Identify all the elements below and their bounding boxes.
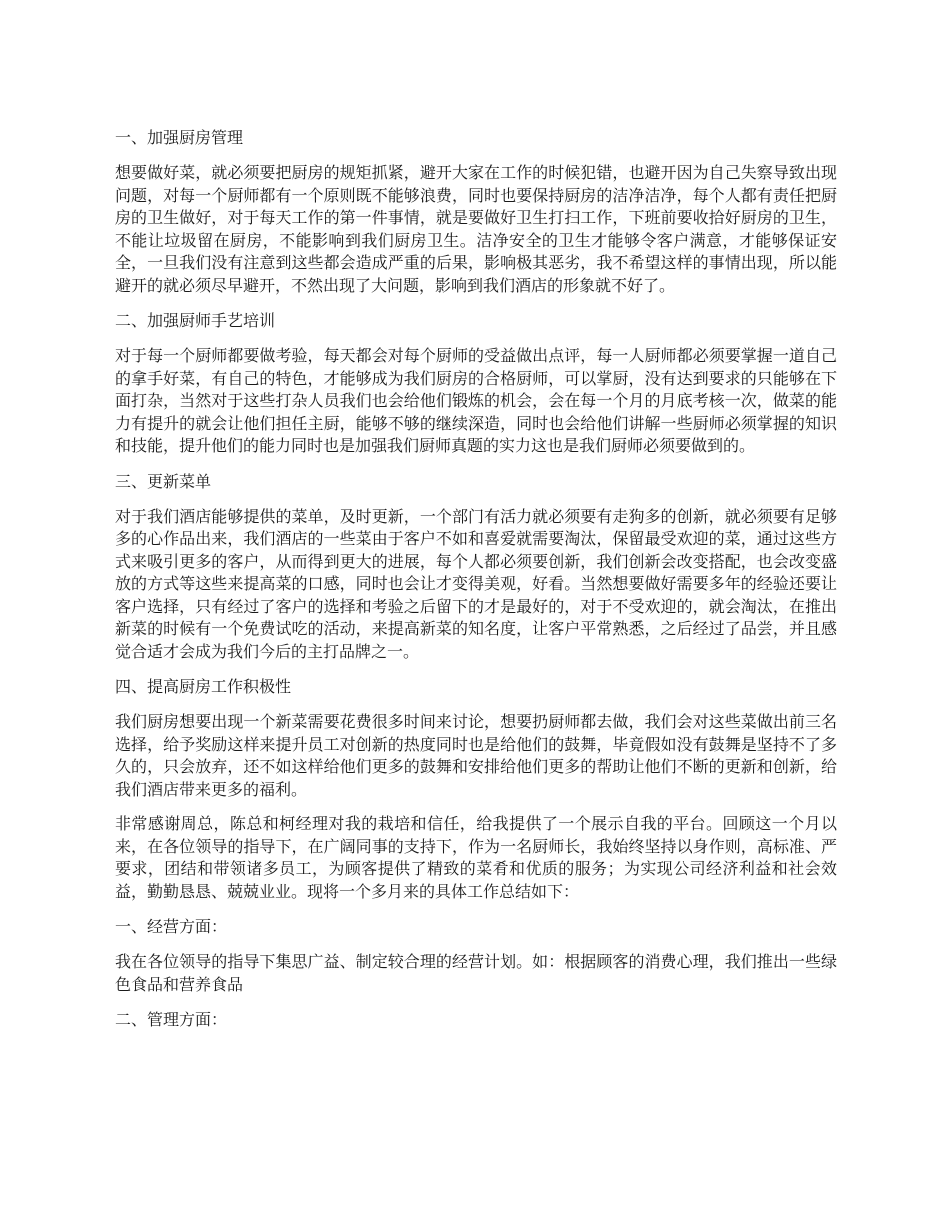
paragraph-thanks-summary: 非常感谢周总，陈总和柯经理对我的栽培和信任，给我提供了一个展示自我的平台。回顾这一个月以来，在各位领导的指导下，在广阔同事的支持下，作为一名厨师长，我始终坚持以身作则，高标准、严要求，团结和带领诸多员工，为顾客提供了精致的菜肴和优质的服务；为实现公司经济利益和社会效益，勤勤恳恳、兢兢业业。现将一个多月来的具体工作总结如下： xyxy=(115,814,837,901)
paragraph-operations: 我在各位领导的指导下集思广益、制定较合理的经营计划。如：根据顾客的消费心理，我们推出一些绿色食品和营养食品 xyxy=(115,952,837,994)
section-heading-operations: 一、经营方面： xyxy=(115,917,228,936)
section-heading-menu-update: 三、更新菜单 xyxy=(115,471,212,491)
paragraph-chef-training: 对于每一个厨师都要做考验，每天都会对每个厨师的受益做出点评，每一人厨师都必须要掌握一道自己的拿手好菜，有自己的特色，才能够成为我们厨房的合格厨师，可以掌厨，没有达到要求的只能够在下面打杂，当然对于这些打杂人员我们也会给他们锻炼的机会，会在每一个月的月底考核一次，做菜的能力有提升的就会让他们担任主厨，能够不够的继续深造，同时也会给他们讲解一些厨师必须掌握的知识和技能，提升他们的能力同时也是加强我们厨师真题的实力这也是我们厨师必须要做到的。 xyxy=(115,346,837,455)
document-page xyxy=(115,126,837,1044)
section-heading-chef-training: 二、加强厨师手艺培训 xyxy=(115,311,276,330)
section-heading-motivation: 四、提高厨房工作积极性 xyxy=(115,677,292,696)
paragraph-kitchen-management: 想要做好菜，就必须要把厨房的规矩抓紧，避开大家在工作的时候犯错，也避开因为自己失察导致出现问题，对每一个厨师都有一个原则既不能够浪费，同时也要保持厨房的洁净洁净，每个人都有责任把厨房的卫生做好，对于每天工作的第一件事情，就是要做好卫生打扫工作，下班前要收拾好厨房的卫生，不能让垃圾留在厨房，不能影响到我们厨房卫生。洁净安全的卫生才能够令客户满意，才能够保证安全，一旦我们没有注意到这些都会造成严重的后果，影响极其恶劣，我不希望这样的事情出现，所以能避开的就必须尽早避开，不然出现了大问题，影响到我们酒店的形象就不好了。 xyxy=(115,163,837,295)
section-heading-management: 二、管理方面： xyxy=(115,1010,228,1029)
paragraph-motivation: 我们厨房想要出现一个新菜需要花费很多时间来讨论，想要扔厨师都去做，我们会对这些菜做出前三名选择，给予奖励这样来提升员工对创新的热度同时也是给他们的鼓舞，毕竟假如没有鼓舞是坚持不了多久的，只会放弃，还不如这样给他们更多的鼓舞和安排给他们更多的帮助让他们不断的更新和创新，给我们酒店带来更多的福利。 xyxy=(115,712,837,799)
section-heading-kitchen-management: 一、加强厨房管理 xyxy=(115,128,244,147)
paragraph-menu-update: 对于我们酒店能够提供的菜单，及时更新，一个部门有活力就必须要有走狗多的创新，就必须要有足够多的心作品出来，我们酒店的一些菜由于客户不如和喜爱就需要淘汰，保留最受欢迎的菜，通过这些方式来吸引更多的客户，从而得到更大的进展，每个人都必须要创新，我们创新会改变搭配，也会改变盛放的方式等这些来提高菜的口感，同时也会让才变得美观，好看。当然想要做好需要多年的经验还要让客户选择，只有经过了客户的选择和考验之后留下的才是最好的，对于不受欢迎的，就会淘汰，在推出新菜的时候有一个免费试吃的活动，来提高新菜的知名度，让客户平常熟悉，之后经过了品尝，并且感觉合适才会成为我们今后的主打品牌之一。 xyxy=(115,506,837,661)
